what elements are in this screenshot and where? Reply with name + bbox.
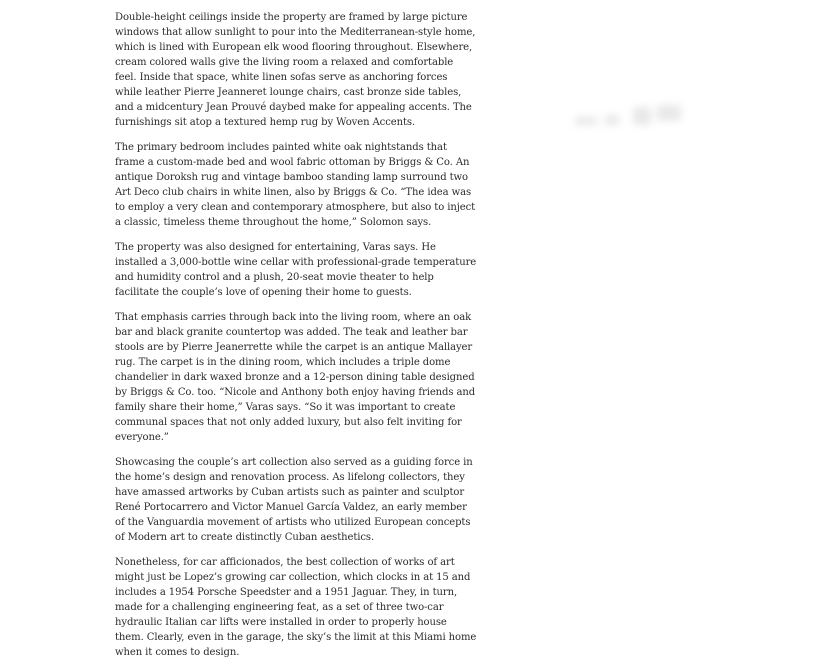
article-body — [115, 10, 477, 670]
article-paragraph-2: The primary bedroom includes painted white oak nightstands that frame a custom-made bed and wool fabric ottoman by Briggs & Co. An antique Doroksh rug and vintage bamboo standing lamp surround two Art Deco club chairs in white linen, also by Briggs & Co. “The idea was to employ a very clean and contemporary atmosphere, but also to inject a classic, timeless theme throughout the home,” Solomon says. — [115, 142, 476, 228]
article-paragraph-3: The property was also designed for entertaining, Varas says. He installed a 3,000-bottle wine cellar with professional-grade temperature and humidity control and a plush, 20-seat movie theater to help facilitate the couple’s love of opening their home to guests. — [115, 242, 477, 298]
blurred-sidebar-graphic — [575, 105, 685, 133]
article-paragraph-6: Nonetheless, for car afficionados, the best collection of works of art might just be Lopez’s growing car collection, which clocks in at 15 and includes a 1954 Porsche Speedster and a 1951 Jaguar. They, in turn, made for a challenging engineering feat, as a set of three two-car hydraulic Italian car lifts were installed in order to properly house them. Clearly, even in the garage, the sky’s the limit at this Miami home when it comes to design. — [115, 557, 477, 658]
article-paragraph-5: Showcasing the couple’s art collection also served as a guiding force in the home’s design and renovation process. As lifelong collectors, they have amassed artworks by Cuban artists such as painter and sculptor René Portocarrero and Victor Manuel García Valdez, an early member of the Vanguardia movement of artists who utilized European concepts of Modern art to create distinctly Cuban aesthetics. — [115, 457, 473, 543]
article-paragraph-4: That emphasis carries through back into the living room, where an oak bar and black granite countertop was added. The teak and leather bar stools are by Pierre Jeanerrette while the carpet is an antique Mallayer rug. The carpet is in the dining room, which includes a triple dome chandelier in dark waxed bronze and a 12-person dining table designed by Briggs & Co. too. “Nicole and Anthony both enjoy having friends and family share their home,” Varas says. “So it was important to create communal spaces that not only added luxury, but also felt inviting for everyone.” — [115, 312, 476, 443]
article-paragraph-1: Double-height ceilings inside the property are framed by large picture windows that allow sunlight to pour into the Mediterranean-style home, which is lined with European elk wood flooring throughout. Elsewhere, cream colored walls give the living room a relaxed and comfortable feel. Inside that space, white linen sofas serve as anchoring forces while leather Pierre Jeanneret lounge chairs, cast bronze side tables, and a midcentury Jean Prouvé daybed make for appealing accents. The furnishings sit atop a textured hemp rug by Woven Accents. — [115, 12, 476, 128]
